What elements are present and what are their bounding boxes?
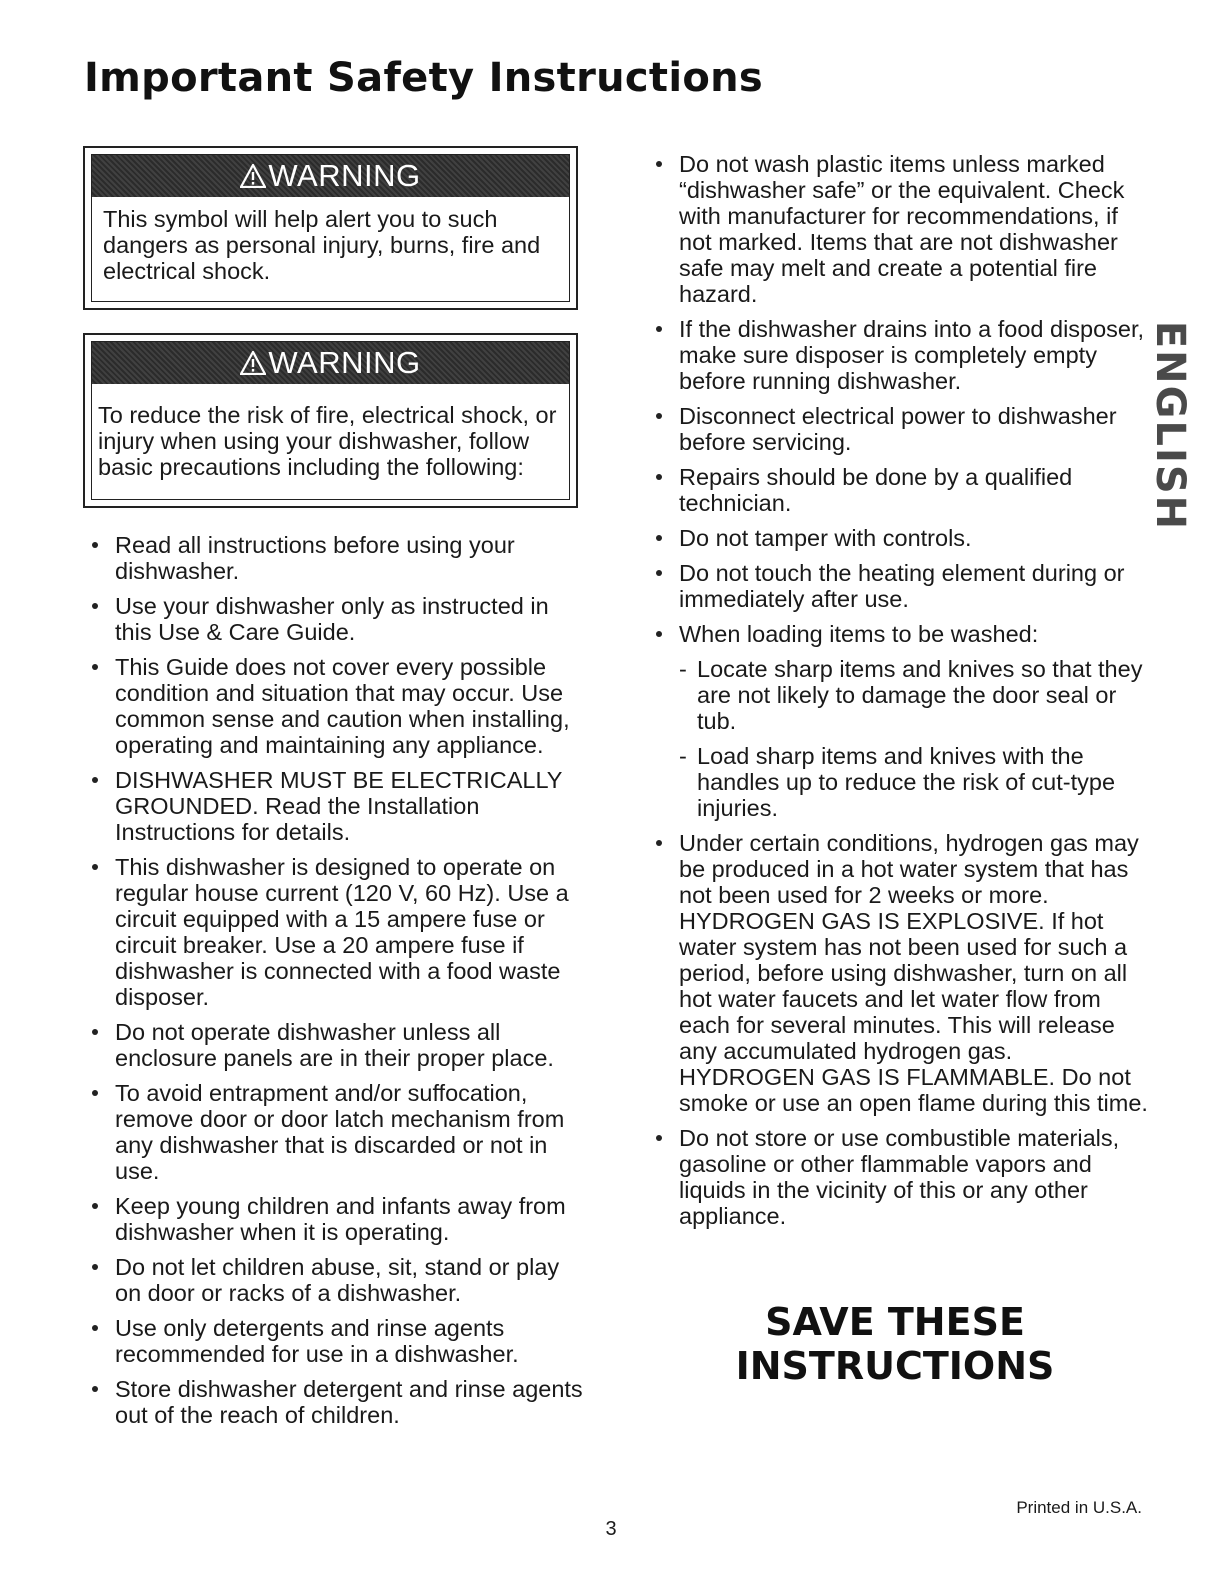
warning-label: WARNING	[268, 345, 421, 380]
list-item-loading	[651, 621, 1151, 821]
list-item: This dishwasher is designed to operate on regular house current (120 V, 60 Hz). Use a circuit equipped with a 15 ampere fuse or circuit breaker. Use a 20 ampere fuse if dishwasher is connected with a food waste disposer.	[87, 854, 587, 1010]
warning-triangle-icon	[240, 351, 266, 375]
list-item: Do not operate dishwasher unless all enclosure panels are in their proper place.	[87, 1019, 587, 1071]
list-item: Keep young children and infants away from dishwasher when it is operating.	[87, 1193, 587, 1245]
list-item: Disconnect electrical power to dishwasher before servicing.	[651, 403, 1151, 455]
save-instructions-heading	[650, 1300, 1140, 1388]
list-item: Do not store or use combustible materials, gasoline or other flammable vapors and liquids in the vicinity of this or any other appliance.	[651, 1125, 1151, 1229]
sublist-item: - Load sharp items and knives with the handles up to reduce the risk of cut-type injuries.	[679, 743, 1151, 821]
language-label: ENGLISH	[1147, 320, 1194, 532]
warning-triangle-icon	[240, 164, 266, 188]
page-number: 3	[605, 1518, 617, 1540]
list-item: If the dishwasher drains into a food disposer, make sure disposer is completely empty before running dishwasher.	[651, 316, 1151, 394]
list-item: This Guide does not cover every possible condition and situation that may occur. Use common sense and caution when installing, operating and maintaining any appliance.	[87, 654, 587, 758]
list-item: Repairs should be done by a qualified technician.	[651, 464, 1151, 516]
sublist-item: - Locate sharp items and knives so that they are not likely to damage the door seal or tub.	[679, 656, 1151, 734]
save-heading-line2: INSTRUCTIONS	[735, 1344, 1055, 1388]
warning-box-inner	[91, 341, 570, 500]
list-item: Use only detergents and rinse agents recommended for use in a dishwasher.	[87, 1315, 587, 1367]
save-heading-line1: SAVE THESE	[765, 1300, 1025, 1344]
page-title: Important Safety Instructions	[84, 55, 763, 101]
warning-header	[92, 342, 569, 384]
warning-header	[92, 155, 569, 197]
language-side-tab	[1147, 310, 1194, 542]
list-item: Under certain conditions, hydrogen gas may be produced in a hot water system that has not been used for 2 weeks or more. HYDROGEN GAS IS EXPLOSIVE. If hot water system has not been used for such a period, before using dishwasher, turn on all hot water faucets and let water flow from each for several minutes. This will release any accumulated hydrogen gas. HYDROGEN GAS IS FLAMMABLE. Do not smoke or use an open flame during this time.	[651, 830, 1151, 1116]
list-item-label: When loading items to be washed:	[679, 621, 1039, 647]
warning-text: To reduce the risk of fire, electrical shock, or injury when using your dishwasher, follow basic precautions including the following:	[98, 402, 557, 480]
left-bullet-list	[87, 532, 587, 1437]
list-item: Use your dishwasher only as instructed in this Use & Care Guide.	[87, 593, 587, 645]
list-item: Do not wash plastic items unless marked “dishwasher safe” or the equivalent. Check with manufacturer for recommendations, if not marked. Items that are not dishwasher safe may melt and create a potential fire hazard.	[651, 151, 1151, 307]
loading-sublist	[679, 656, 1151, 821]
list-item: Do not touch the heating element during or immediately after use.	[651, 560, 1151, 612]
printed-notice: Printed in U.S.A.	[1016, 1498, 1142, 1517]
list-item: Do not tamper with controls.	[651, 525, 1151, 551]
warning-label: WARNING	[268, 158, 421, 193]
warning-box-symbol	[83, 146, 578, 310]
list-item: Store dishwasher detergent and rinse agents out of the reach of children.	[87, 1376, 587, 1428]
warning-box-precautions	[83, 333, 578, 508]
right-bullet-list	[651, 151, 1151, 1238]
warning-box-inner	[91, 154, 570, 302]
list-item: Do not let children abuse, sit, stand or play on door or racks of a dishwasher.	[87, 1254, 587, 1306]
warning-text: This symbol will help alert you to such dangers as personal injury, burns, fire and electrical shock.	[103, 206, 541, 284]
list-item: DISHWASHER MUST BE ELECTRICALLY GROUNDED. Read the Installation Instructions for details.	[87, 767, 587, 845]
list-item: Read all instructions before using your dishwasher.	[87, 532, 587, 584]
list-item: To avoid entrapment and/or suffocation, remove door or door latch mechanism from any dishwasher that is discarded or not in use.	[87, 1080, 587, 1184]
